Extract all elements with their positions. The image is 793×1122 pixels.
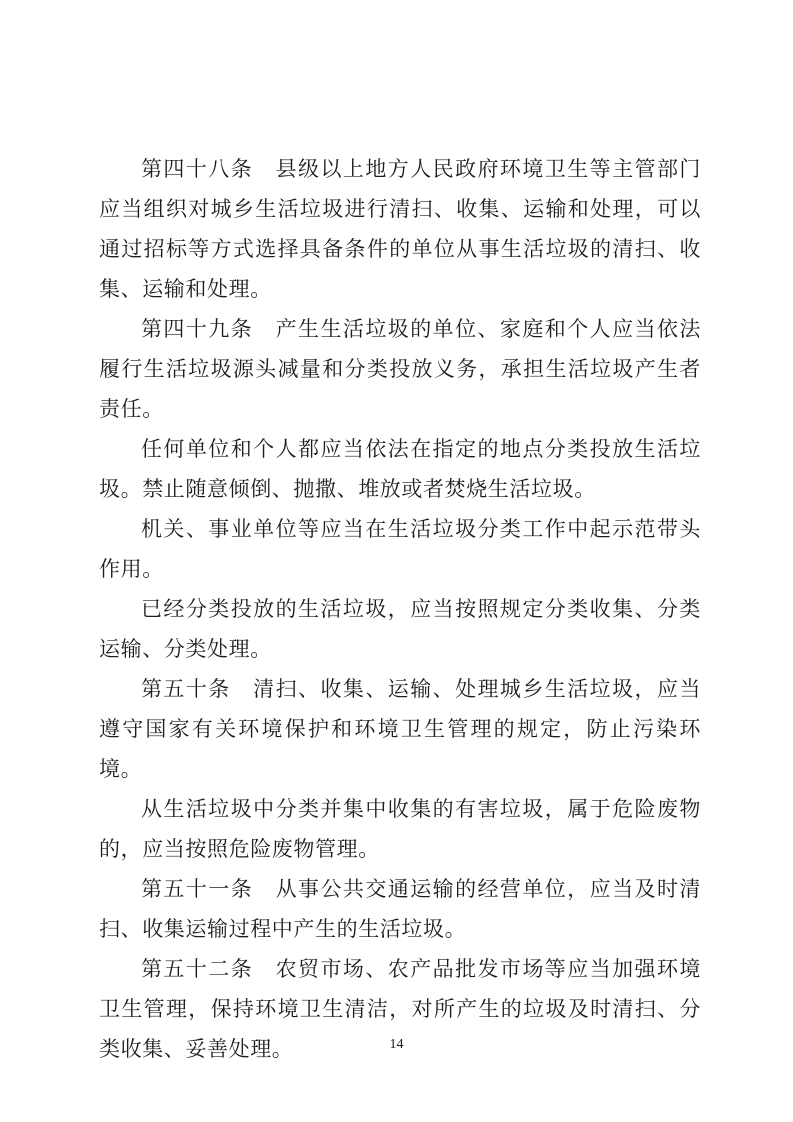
page-footer [0,1035,793,1053]
document-body [99,149,701,1069]
paragraph-article-50: 第五十条 清扫、收集、运输、处理城乡生活垃圾，应当遵守国家有关环境保护和环境卫生管理的规定，防止污染环境。 [99,677,701,781]
paragraph-article-51: 第五十一条 从事公共交通运输的经营单位，应当及时清扫、收集运输过程中产生的生活垃圾。 [99,877,701,941]
paragraph-article-49-clause-3: 机关、事业单位等应当在生活垃圾分类工作中起示范带头作用。 [99,517,701,581]
paragraph-article-49: 第四十九条 产生生活垃圾的单位、家庭和个人应当依法履行生活垃圾源头减量和分类投放义务，承担生活垃圾产生者责任。 [99,317,701,421]
paragraph-article-49-clause-2: 任何单位和个人都应当依法在指定的地点分类投放生活垃圾。禁止随意倾倒、抛撒、堆放或者焚烧生活垃圾。 [99,437,701,501]
paragraph-article-52: 第五十二条 农贸市场、农产品批发市场等应当加强环境卫生管理，保持环境卫生清洁，对所产生的垃圾及时清扫、分类收集、妥善处理。 [99,957,701,1061]
paragraph-article-49-clause-4: 已经分类投放的生活垃圾，应当按照规定分类收集、分类运输、分类处理。 [99,597,701,661]
paragraph-article-50-clause-2: 从生活垃圾中分类并集中收集的有害垃圾，属于危险废物的，应当按照危险废物管理。 [99,797,701,861]
paragraph-article-48: 第四十八条 县级以上地方人民政府环境卫生等主管部门应当组织对城乡生活垃圾进行清扫、收集、运输和处理，可以通过招标等方式选择具备条件的单位从事生活垃圾的清扫、收集、运输和处理。 [99,157,701,301]
page-number: 14 [389,1037,404,1052]
